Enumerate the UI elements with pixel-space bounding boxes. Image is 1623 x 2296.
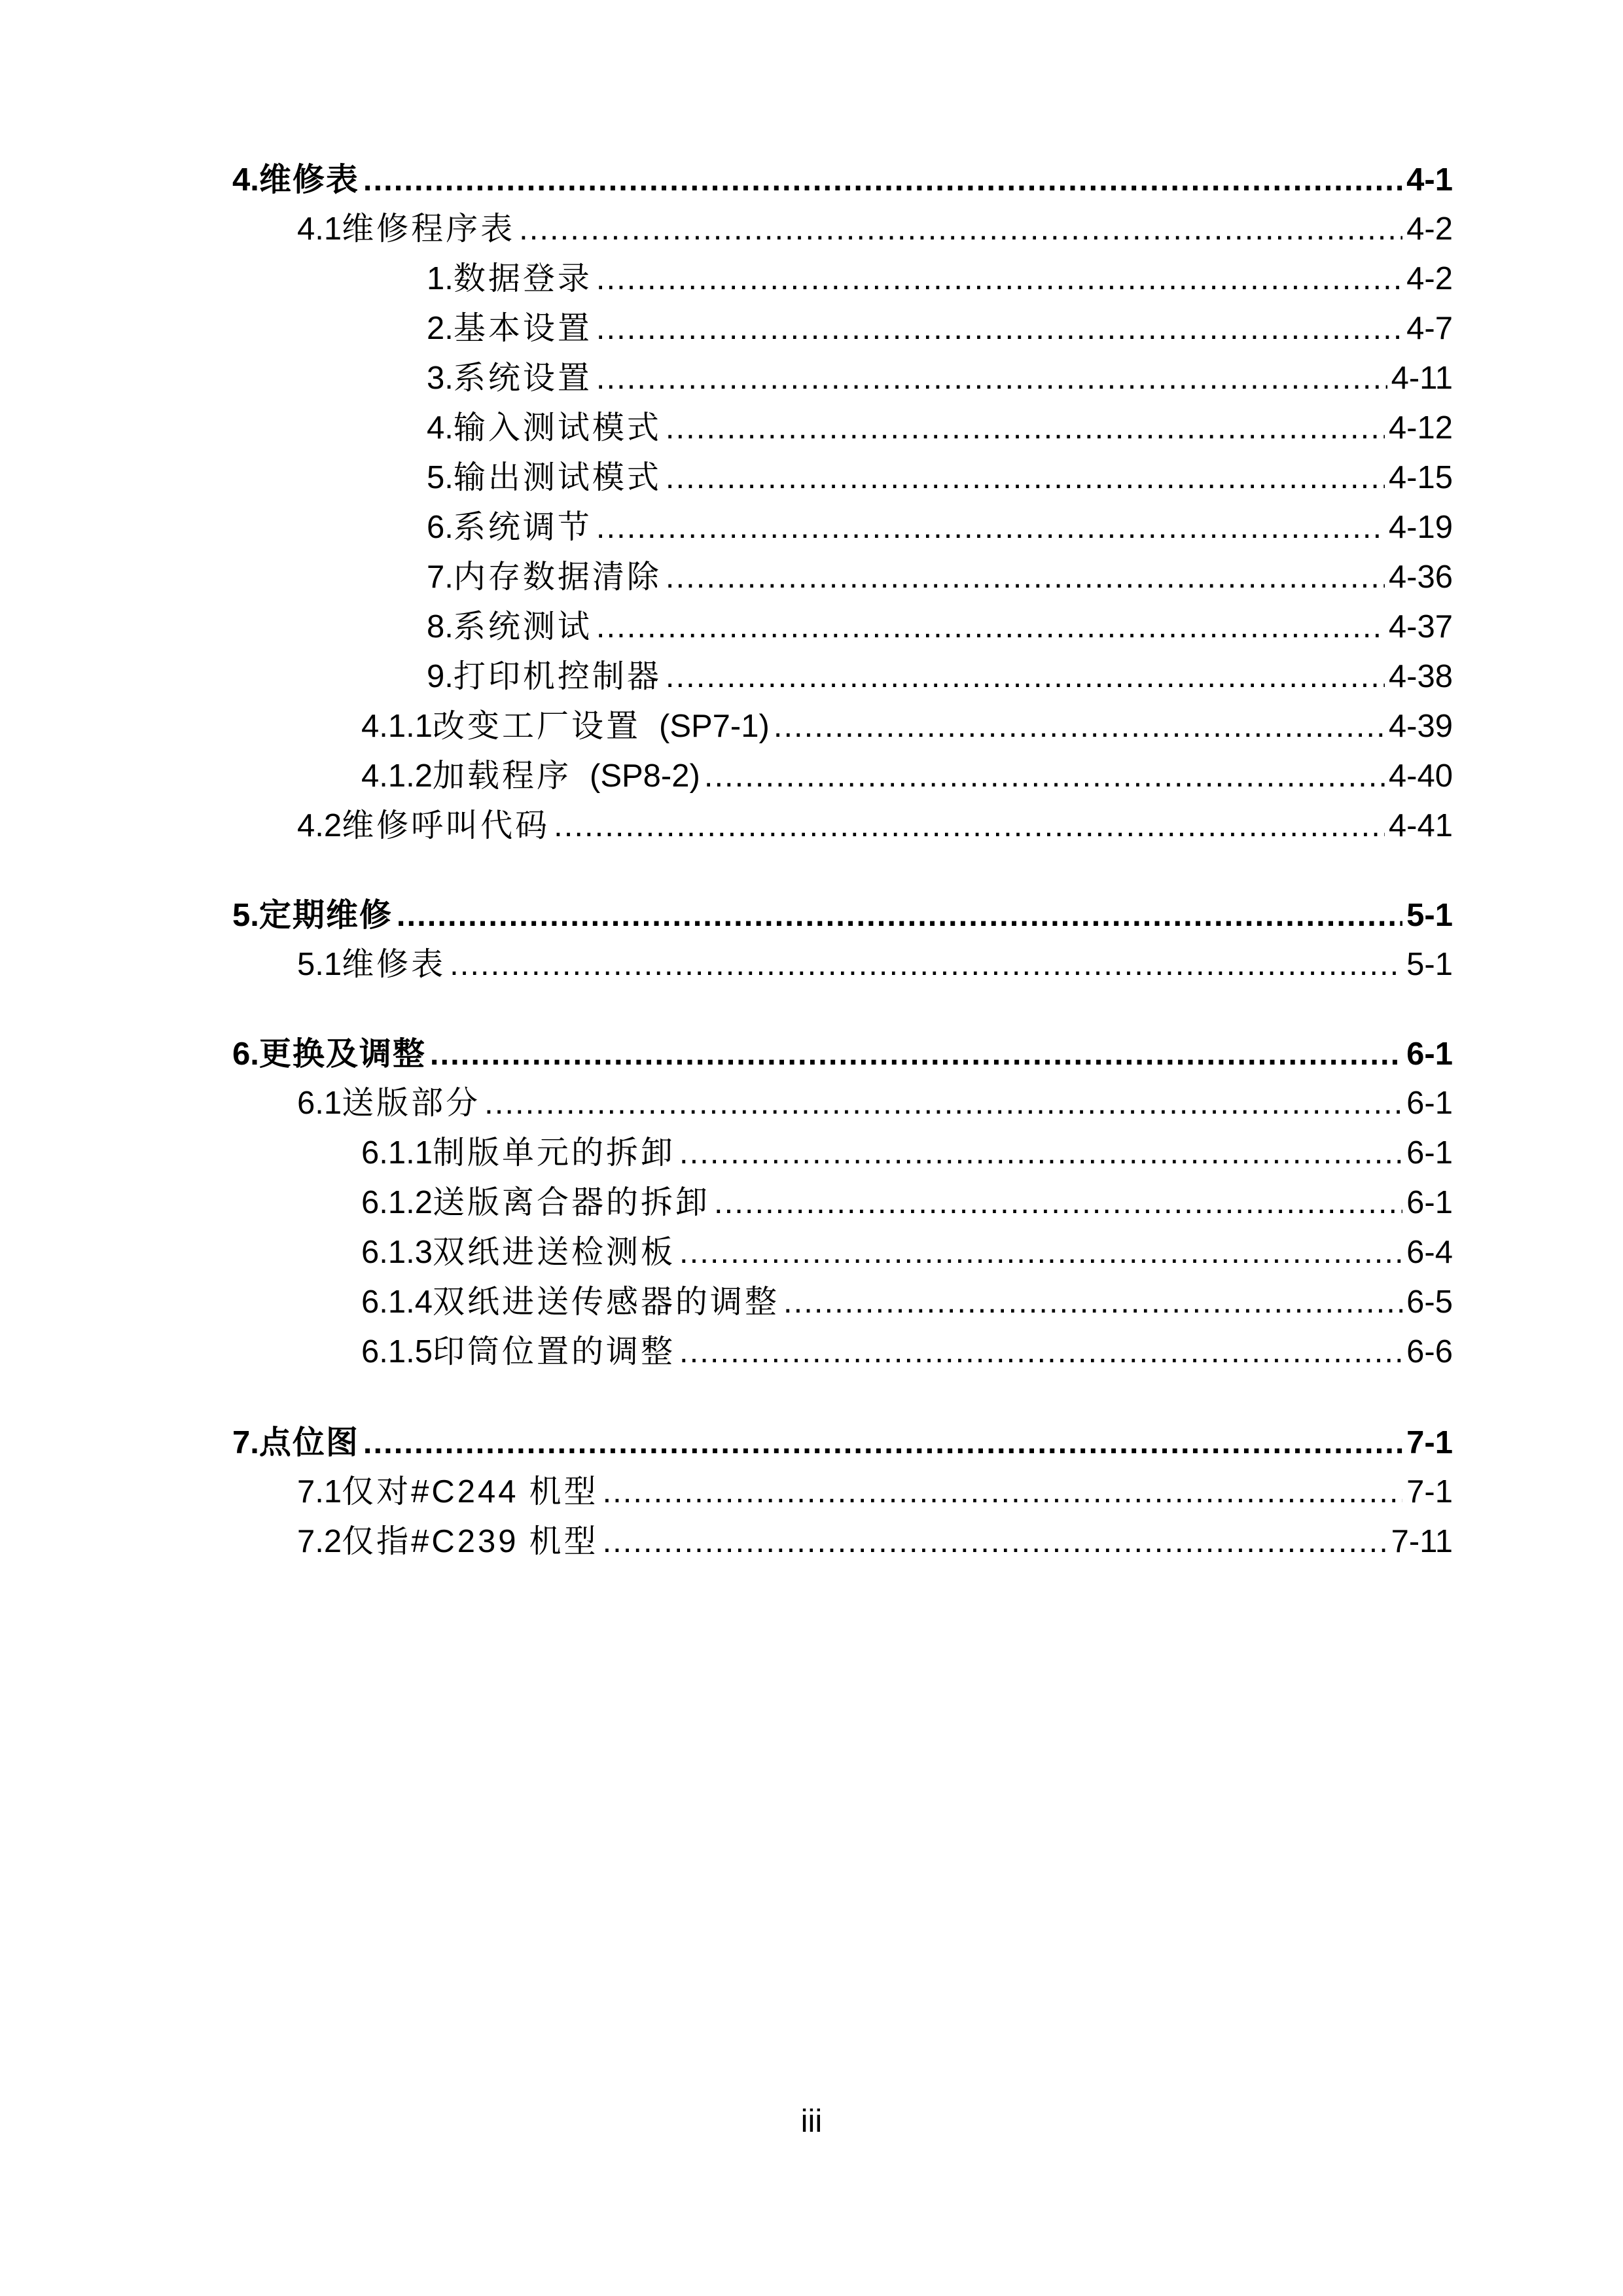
toc-number: 4.1.1 xyxy=(361,709,433,744)
toc-number: 6.1.5 xyxy=(361,1334,433,1369)
toc-chapter-5[interactable] xyxy=(232,895,1453,934)
dot-leader xyxy=(484,1084,1402,1123)
toc-page-number: 4-38 xyxy=(1388,659,1453,694)
toc-page-number: 4-1 xyxy=(1406,162,1453,198)
toc-number: 4.1 xyxy=(297,211,342,247)
toc-section-4-1[interactable] xyxy=(297,209,1453,249)
toc-number: 5. xyxy=(232,898,259,933)
toc-subsection-6-1-3[interactable] xyxy=(361,1233,1453,1272)
toc-page-number: 4-12 xyxy=(1388,410,1453,446)
toc-title: 送版部分 xyxy=(342,1086,481,1121)
toc-title: 维修呼叫代码 xyxy=(342,808,550,843)
toc-title: 维修表 xyxy=(342,947,446,982)
dot-leader xyxy=(679,1133,1402,1173)
dot-leader xyxy=(397,896,1402,935)
toc-title-suffix: 机型 xyxy=(529,1474,599,1510)
toc-subsection-6-1-4[interactable] xyxy=(361,1282,1453,1322)
toc-page-number: 4-36 xyxy=(1388,559,1453,595)
dot-leader xyxy=(554,806,1385,845)
toc-item-4-1-1[interactable] xyxy=(427,259,1453,298)
dot-leader xyxy=(704,756,1385,796)
toc-number: 9. xyxy=(427,659,454,694)
toc-title: 双纸进送传感器的调整 xyxy=(432,1284,779,1320)
toc-page-number: 5-1 xyxy=(1406,898,1453,933)
toc-page-number: 7-1 xyxy=(1406,1425,1453,1460)
toc-chapter-4[interactable] xyxy=(232,160,1453,199)
toc-page-number: 4-7 xyxy=(1406,311,1453,346)
toc-model-code: #C239 xyxy=(411,1524,519,1559)
toc-subsection-6-1-1[interactable] xyxy=(361,1133,1453,1173)
dot-leader xyxy=(596,259,1402,298)
toc-number: 7. xyxy=(427,559,454,595)
toc-number: 4.1.2 xyxy=(361,758,433,794)
toc-title: 数据登录 xyxy=(453,261,592,296)
toc-title: 改变工厂设置 xyxy=(432,709,641,744)
toc-title: 系统设置 xyxy=(453,361,592,396)
toc-title: 更换及调整 xyxy=(259,1034,426,1072)
toc-section-6-1[interactable] xyxy=(297,1084,1453,1123)
toc-item-4-1-7[interactable] xyxy=(427,557,1453,597)
toc-number: 7.1 xyxy=(297,1474,342,1510)
toc-title: 仅对 xyxy=(342,1474,412,1510)
dot-leader xyxy=(666,458,1385,497)
toc-item-4-1-6[interactable] xyxy=(427,508,1453,547)
toc-page-number: 4-2 xyxy=(1406,211,1453,247)
dot-leader xyxy=(679,1332,1402,1371)
toc-title: 维修程序表 xyxy=(342,211,516,247)
toc-number: 6. xyxy=(232,1036,259,1072)
toc-item-4-1-5[interactable] xyxy=(427,458,1453,497)
toc-subsection-6-1-2[interactable] xyxy=(361,1183,1453,1222)
toc-chapter-7[interactable] xyxy=(232,1422,1453,1462)
dot-leader xyxy=(679,1233,1402,1272)
toc-number: 2. xyxy=(427,311,454,346)
toc-number: 6.1.4 xyxy=(361,1284,433,1320)
toc-number: 7. xyxy=(232,1425,259,1460)
toc-number: 4. xyxy=(232,162,259,198)
toc-page-number: 5-1 xyxy=(1406,947,1453,982)
toc-number: 4. xyxy=(427,410,454,446)
dot-leader xyxy=(666,408,1385,448)
toc-number: 4.2 xyxy=(297,808,342,843)
toc-number: 6.1 xyxy=(297,1086,342,1121)
toc-number: 5. xyxy=(427,460,454,495)
toc-page-number: 4-41 xyxy=(1388,808,1453,843)
toc-model-code: #C244 xyxy=(411,1474,519,1510)
toc-page-number: 6-6 xyxy=(1406,1334,1453,1369)
toc-item-4-1-4[interactable] xyxy=(427,408,1453,448)
toc-title: 打印机控制器 xyxy=(453,659,662,694)
toc-title: 基本设置 xyxy=(453,311,592,346)
toc-title: 定期维修 xyxy=(259,896,393,934)
dot-leader xyxy=(363,160,1402,200)
toc-page-number: 4-39 xyxy=(1388,709,1453,744)
toc-page-number: 4-19 xyxy=(1388,510,1453,545)
toc-page-number: 4-37 xyxy=(1388,609,1453,645)
toc-title: 维修表 xyxy=(259,160,359,198)
toc-page-number: 6-4 xyxy=(1406,1235,1453,1270)
dot-leader xyxy=(363,1423,1402,1462)
toc-section-7-2[interactable] xyxy=(297,1522,1453,1561)
toc-page-number: 7-11 xyxy=(1391,1524,1453,1559)
toc-page-number: 4-15 xyxy=(1388,460,1453,495)
toc-chapter-6[interactable] xyxy=(232,1034,1453,1073)
toc-number: 6.1.1 xyxy=(361,1135,433,1171)
dot-leader xyxy=(603,1522,1387,1561)
toc-page-number: 6-1 xyxy=(1406,1135,1453,1171)
toc-page-number: 6-1 xyxy=(1406,1086,1453,1121)
dot-leader xyxy=(519,209,1402,249)
toc-title: 送版离合器的拆卸 xyxy=(432,1185,710,1220)
toc-item-4-1-3[interactable] xyxy=(427,359,1453,398)
toc-page-number: 6-5 xyxy=(1406,1284,1453,1320)
dot-leader xyxy=(596,309,1402,348)
toc-number: 3. xyxy=(427,361,454,396)
toc-title: 双纸进送检测板 xyxy=(432,1235,675,1270)
toc-number: 1. xyxy=(427,261,454,296)
toc-title: 点位图 xyxy=(259,1423,359,1461)
toc-item-4-1-2[interactable] xyxy=(427,309,1453,348)
dot-leader xyxy=(774,707,1385,746)
dot-leader xyxy=(603,1472,1403,1511)
toc-page-number: 4-2 xyxy=(1406,261,1453,296)
toc-title: 制版单元的拆卸 xyxy=(432,1135,675,1171)
dot-leader xyxy=(450,945,1402,984)
toc-sp-code: (SP7-1) xyxy=(659,709,770,744)
toc-number: 5.1 xyxy=(297,947,342,982)
toc-page-number: 4-40 xyxy=(1388,758,1453,794)
dot-leader xyxy=(714,1183,1402,1222)
toc-title: 系统调节 xyxy=(453,510,592,545)
toc-title-suffix: 机型 xyxy=(529,1524,599,1559)
dot-leader xyxy=(596,508,1385,547)
toc-subsection-4-1-2[interactable] xyxy=(361,756,1453,796)
toc-page-number: 6-1 xyxy=(1406,1185,1453,1220)
dot-leader xyxy=(666,657,1385,696)
toc-subsection-6-1-5[interactable] xyxy=(361,1332,1453,1371)
toc-sp-code: (SP8-2) xyxy=(590,758,700,794)
page-number-footer: iii xyxy=(800,2104,823,2139)
toc-number: 6.1.3 xyxy=(361,1235,433,1270)
toc-title: 输入测试模式 xyxy=(453,410,662,446)
toc-number: 6. xyxy=(427,510,454,545)
toc-item-4-1-9[interactable] xyxy=(427,657,1453,696)
toc-title: 系统测试 xyxy=(453,609,592,645)
dot-leader xyxy=(783,1282,1402,1322)
toc-page-number: 6-1 xyxy=(1406,1036,1453,1072)
toc-title: 内存数据清除 xyxy=(453,559,662,595)
toc-number: 6.1.2 xyxy=(361,1185,433,1220)
toc-section-5-1[interactable] xyxy=(297,945,1453,984)
dot-leader xyxy=(430,1034,1402,1074)
toc-section-7-1[interactable] xyxy=(297,1472,1453,1511)
toc-subsection-4-1-1[interactable] xyxy=(361,707,1453,746)
dot-leader xyxy=(596,359,1387,398)
dot-leader xyxy=(666,557,1385,597)
toc-title: 印筒位置的调整 xyxy=(432,1334,675,1369)
dot-leader xyxy=(596,607,1385,646)
toc-page-number: 7-1 xyxy=(1406,1474,1453,1510)
toc-title: 仅指 xyxy=(342,1524,412,1559)
toc-item-4-1-8[interactable] xyxy=(427,607,1453,646)
toc-page-number: 4-11 xyxy=(1391,361,1453,396)
toc-title: 输出测试模式 xyxy=(453,460,662,495)
toc-title: 加载程序 xyxy=(432,758,571,794)
toc-number: 8. xyxy=(427,609,454,645)
toc-number: 7.2 xyxy=(297,1524,342,1559)
toc-section-4-2[interactable] xyxy=(297,806,1453,845)
